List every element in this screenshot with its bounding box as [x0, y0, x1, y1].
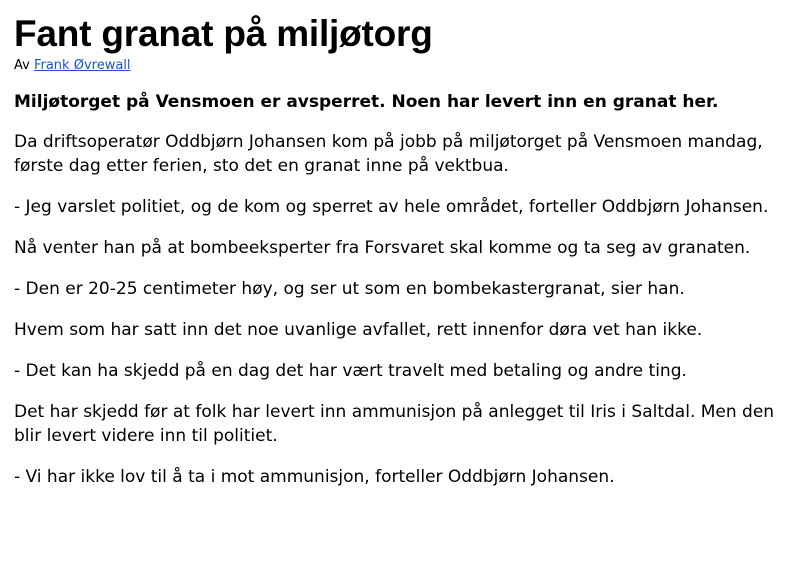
paragraph-3: Nå venter han på at bombeeksperter fra Forsvaret skal komme og ta seg av granaten.	[14, 238, 751, 258]
paragraph-5: Hvem som har satt inn det noe uvanlige avfallet, rett innenfor døra vet han ikke.	[14, 320, 703, 340]
article	[14, 0, 784, 489]
paragraph-2: - Jeg varslet politiet, og de kom og sperret av hele området, forteller Oddbjørn Johansen.	[14, 197, 769, 217]
article-lead: Miljøtorget på Vensmoen er avsperret. Noen har levert inn en granat her.	[14, 92, 719, 112]
paragraph-8: - Vi har ikke lov til å ta i mot ammunisjon, forteller Oddbjørn Johansen.	[14, 467, 615, 487]
byline-prefix: Av	[14, 58, 30, 73]
byline	[14, 58, 784, 74]
paragraph-1: Da driftsoperatør Oddbjørn Johansen kom på jobb på miljøtorget på Vensmoen mandag, første dag etter ferien, sto det en granat inne på vektbua.	[14, 132, 763, 176]
article-title: Fant granat på miljøtorg	[14, 13, 433, 54]
author-link[interactable]: Frank Øvrewall	[33, 58, 131, 73]
paragraph-4: - Den er 20-25 centimeter høy, og ser ut som en bombekastergranat, sier han.	[14, 279, 685, 299]
paragraph-7: Det har skjedd før at folk har levert inn ammunisjon på anlegget til Iris i Saltdal. Men den blir levert videre inn til politiet.	[14, 402, 775, 446]
paragraph-6: - Det kan ha skjedd på en dag det har vært travelt med betaling og andre ting.	[14, 361, 687, 381]
